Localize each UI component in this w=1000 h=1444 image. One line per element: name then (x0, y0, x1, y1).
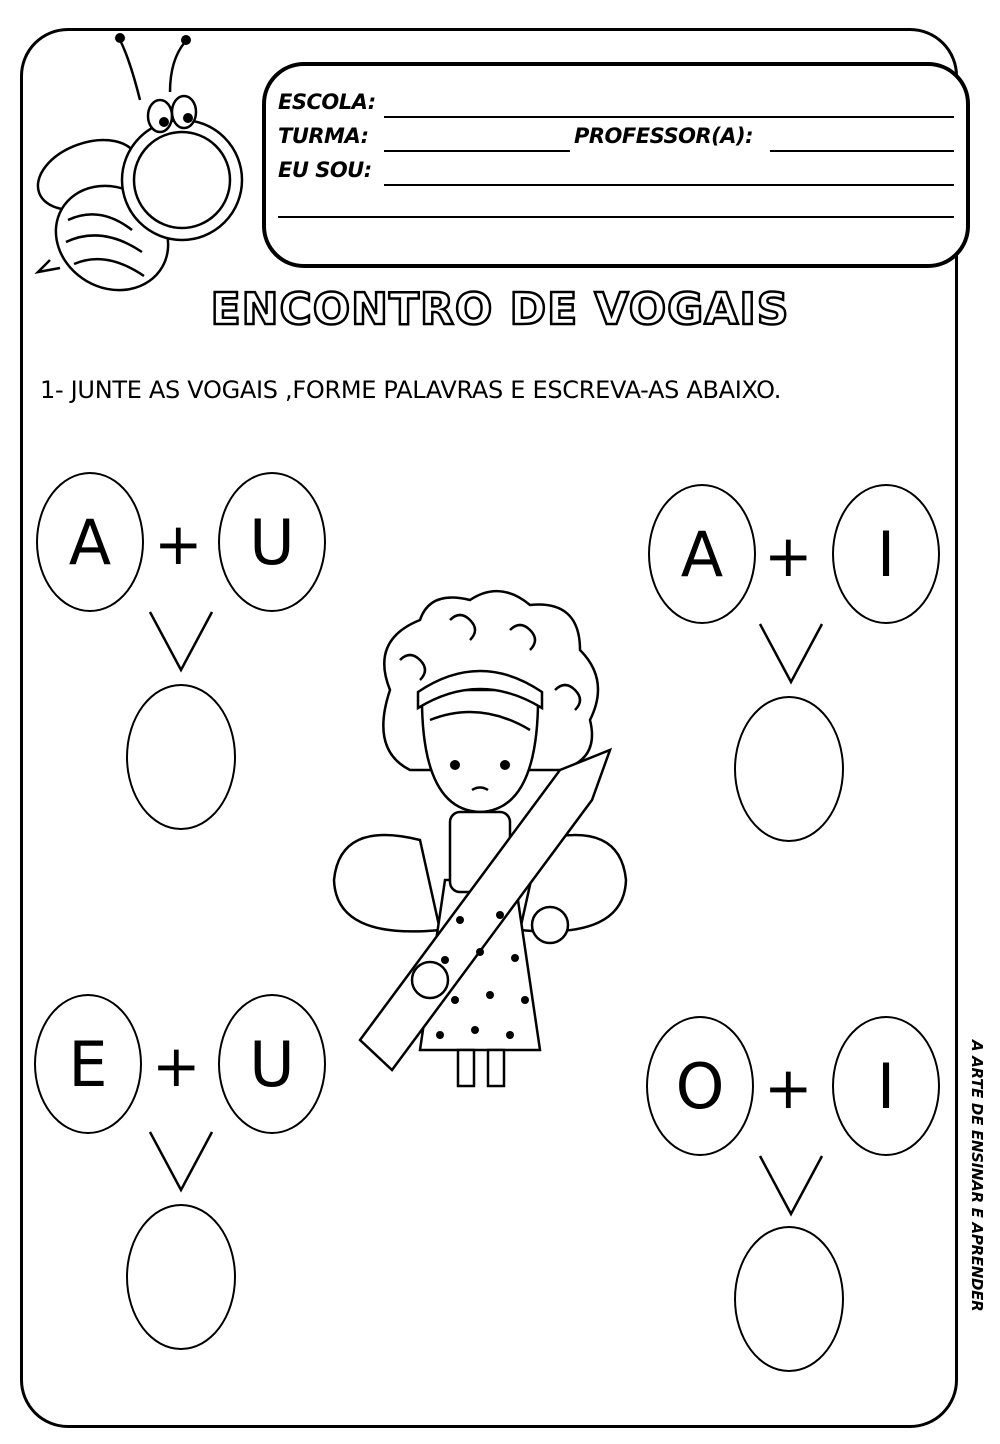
join-arrow (146, 610, 216, 674)
plus-sign: + (154, 510, 203, 578)
join-arrow (756, 1154, 826, 1218)
bee-illustration (20, 20, 260, 300)
answer-bubble[interactable] (734, 1226, 844, 1372)
page-title: ENCONTRO DE VOGAIS (210, 284, 790, 335)
answer-bubble[interactable] (126, 1204, 236, 1350)
escola-label: ESCOLA: (278, 90, 376, 114)
professor-field[interactable] (770, 150, 954, 152)
instruction-text: 1- JUNTE AS VOGAIS ,FORME PALAVRAS E ESCREVA-AS ABAIXO. (40, 376, 782, 404)
vowel-bubble: U (218, 472, 326, 612)
answer-bubble[interactable] (734, 696, 844, 842)
extra-line[interactable] (278, 216, 954, 218)
professor-label: PROFESSOR(A): (574, 124, 753, 148)
vowel-bubble: A (36, 472, 144, 612)
plus-sign: + (152, 1032, 201, 1100)
join-arrow (756, 622, 826, 686)
girl-with-pencil-illustration (330, 580, 630, 1100)
side-credit: A ARTE DE ENSINAR E APRENDER (968, 1040, 986, 1312)
plus-sign: + (764, 1054, 813, 1122)
vowel-bubble: I (832, 484, 940, 624)
join-arrow (146, 1130, 216, 1194)
turma-field[interactable] (384, 150, 570, 152)
eu-sou-label: EU SOU: (278, 158, 372, 182)
vowel-bubble: O (646, 1016, 754, 1156)
vowel-bubble: A (648, 484, 756, 624)
vowel-bubble: E (34, 994, 142, 1134)
vowel-bubble: I (832, 1016, 940, 1156)
plus-sign: + (764, 522, 813, 590)
turma-label: TURMA: (278, 124, 369, 148)
vowel-bubble: U (218, 994, 326, 1134)
answer-bubble[interactable] (126, 684, 236, 830)
eu-sou-field[interactable] (384, 184, 954, 186)
escola-field[interactable] (384, 116, 954, 118)
